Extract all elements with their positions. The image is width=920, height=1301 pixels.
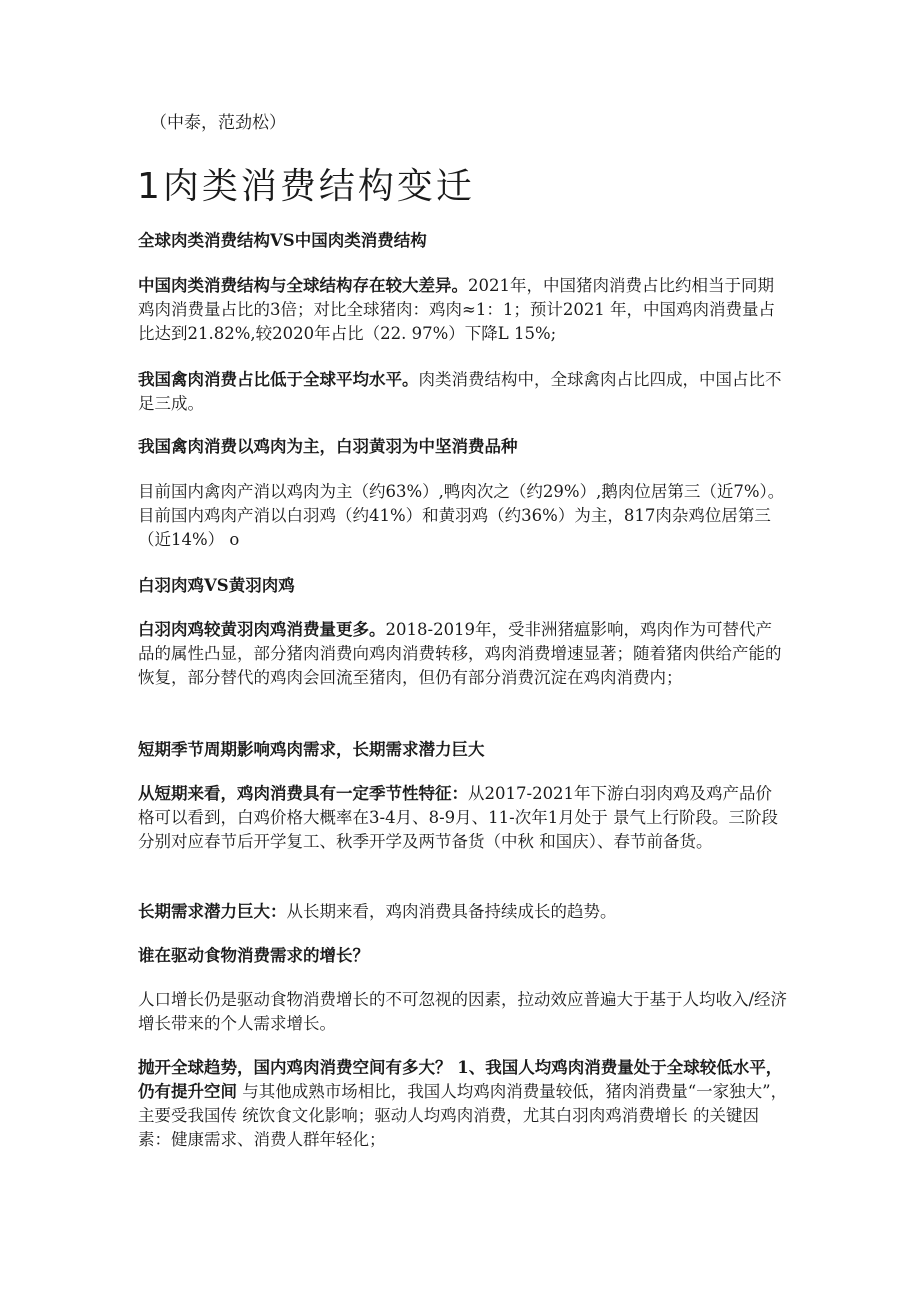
paragraph-poultry-share bbox=[138, 368, 788, 416]
paragraph-lead: 我国禽肉消费占比低于全球平均水平。 bbox=[138, 370, 419, 389]
section-heading-seasonal: 短期季节周期影响鸡肉需求，长期需求潜力巨大 bbox=[138, 740, 485, 759]
paragraph-long-term bbox=[138, 900, 788, 924]
section-heading-global-vs-china: 全球肉类消费结构VS中国肉类消费结构 bbox=[138, 231, 427, 250]
byline: （中泰，范劲松） bbox=[150, 113, 286, 133]
paragraph-body: 2018-2019年，受非洲猪瘟影响，鸡肉作为可替代产品的属性凸显，部分猪肉消费向鸡肉消费转移，鸡肉消费增速显著；随着猪肉供给产能的恢复，部分替代的鸡肉会回流至猪肉，但仍有部分消费沉淀在鸡肉消费内； bbox=[138, 620, 782, 687]
paragraph-lead: 长期需求潜力巨大： bbox=[138, 902, 287, 921]
paragraph-body: 肉类消费结构中，全球禽肉占比四成，中国占比不足三成。 bbox=[138, 370, 782, 413]
paragraph-poultry-breakdown bbox=[138, 480, 788, 552]
paragraph-lead: 中国肉类消费结构与全球结构存在较大差异。 bbox=[138, 276, 468, 295]
paragraph-body: 从长期来看，鸡肉消费具备持续成长的趋势。 bbox=[286, 902, 617, 921]
paragraph-short-term bbox=[138, 782, 788, 854]
paragraph-body: 2021年，中国猪肉消费占比约相当于同期鸡肉消费量占比的3倍；对比全球猪肉：鸡肉≈1：1；预计2021 年，中国鸡肉消费量占比达到21.82%,较2020年占比（22. 97%）下降L 15%; bbox=[138, 276, 776, 343]
paragraph-population bbox=[138, 988, 788, 1036]
section-heading-white-vs-yellow: 白羽肉鸡VS黄羽肉鸡 bbox=[138, 576, 295, 595]
paragraph-lead: 从短期来看，鸡肉消费具有一定季节性特征： bbox=[138, 784, 468, 803]
paragraph-body: 目前国内禽肉产消以鸡肉为主（约63%）,鸭肉次之（约29%）,鹅肉位居第三（近7%）。目前国内鸡肉产消以白羽鸡（约41%）和黄羽鸡（约36%）为主，817肉杂鸡位居第三（近14%） o bbox=[138, 482, 785, 549]
paragraph-domestic-space bbox=[138, 1056, 788, 1152]
section-heading-chicken-main: 我国禽肉消费以鸡肉为主，白羽黄羽为中坚消费品种 bbox=[138, 437, 518, 456]
paragraph-body: 与其他成熟市场相比，我国人均鸡肉消费量较低，猪肉消费量“一家独大”， 主要受我国传 统饮食文化影响；驱动人均鸡肉消费，尤其白羽肉鸡消费增长 的关键因素：健康需求、消费人群年轻化； bbox=[138, 1082, 788, 1149]
page-title: 1肉类消费结构变迁 bbox=[137, 166, 475, 207]
paragraph-lead: 白羽肉鸡较黄羽肉鸡消费量更多。 bbox=[138, 620, 386, 639]
paragraph-structure-difference bbox=[138, 274, 788, 346]
paragraph-lead: 抛开全球趋势，国内鸡肉消费空间有多大？ 1、我国人均鸡肉消费量处于全球较低水平，仍有提升空间 bbox=[138, 1058, 783, 1101]
paragraph-body: 从2017-2021年下游白羽肉鸡及鸡产品价格可以看到，白鸡价格大概率在3-4月、8-9月、11-次年1月处于 景气上行阶段。三阶段分别对应春节后开学复工、秋季开学及两节备货（中秋 和国庆）、春节前备货。 bbox=[138, 784, 778, 851]
paragraph-body: 人口增长仍是驱动食物消费增长的不可忽视的因素，拉动效应普遍大于基于人均收入/经济增长带来的个人需求增长。 bbox=[138, 990, 788, 1033]
paragraph-white-feather bbox=[138, 618, 788, 690]
section-heading-drivers: 谁在驱动食物消费需求的增长？ bbox=[138, 946, 369, 965]
